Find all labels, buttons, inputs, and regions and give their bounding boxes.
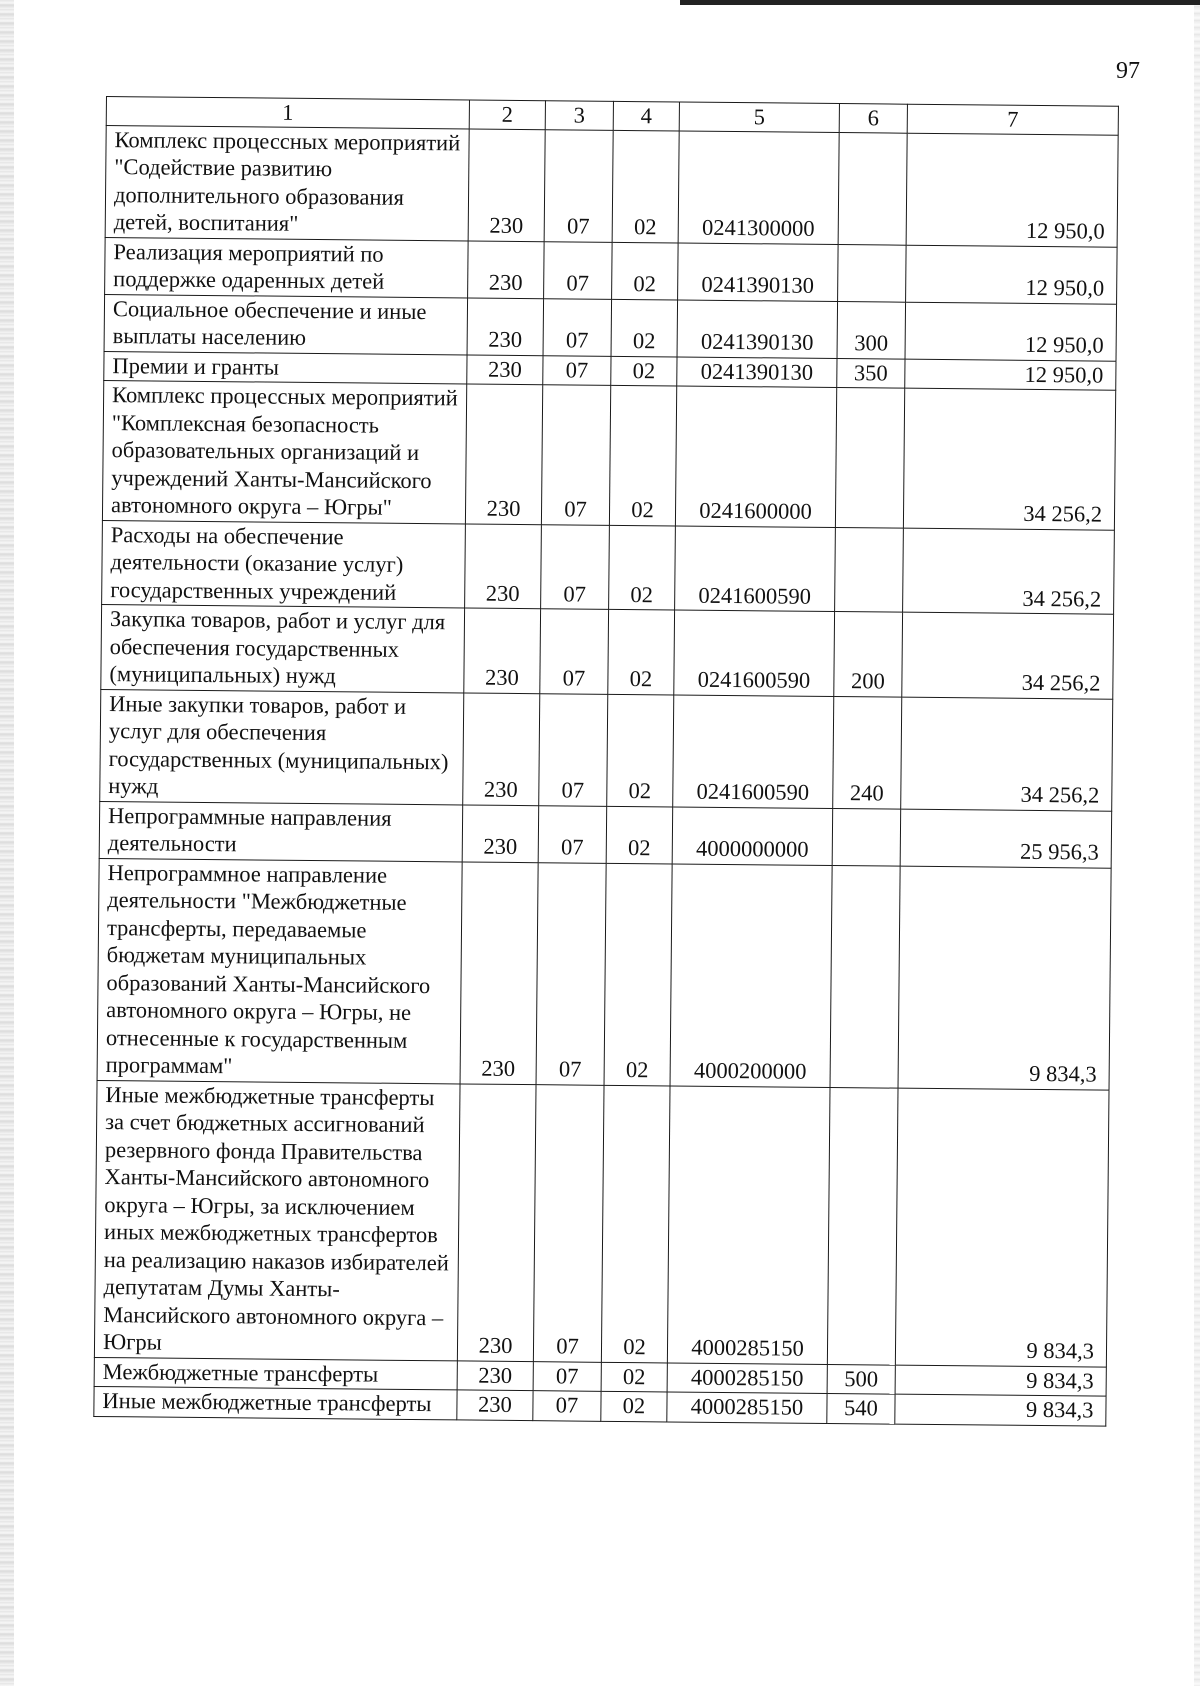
section-code-cell: 07 [539, 693, 608, 806]
header-cell: 3 [545, 101, 613, 130]
row-name-cell: Социальное обеспечение и иные выплаты населению [104, 294, 468, 354]
amount-cell: 12 950,0 [905, 302, 1117, 361]
header-cell: 7 [907, 104, 1118, 135]
target-article-cell: 0241390130 [677, 356, 837, 387]
expense-type-cell [832, 808, 901, 866]
row-name-cell: Премии и гранты [104, 351, 467, 384]
expense-type-cell [838, 132, 907, 245]
table-row [104, 294, 1117, 361]
table-row [105, 125, 1118, 247]
subsection-code-cell: 02 [611, 299, 678, 357]
admin-code-cell: 230 [467, 297, 544, 355]
amount-cell: 34 256,2 [901, 697, 1113, 811]
target-article-cell: 4000200000 [670, 863, 832, 1087]
header-cell: 2 [469, 100, 545, 129]
expense-type-cell [827, 1087, 898, 1365]
subsection-code-cell: 02 [601, 1362, 667, 1392]
target-article-cell: 4000285150 [667, 1085, 830, 1364]
admin-code-cell: 230 [463, 692, 540, 805]
amount-cell: 9 834,3 [895, 1394, 1106, 1426]
expense-type-cell [835, 527, 904, 612]
amount-cell: 9 834,3 [898, 866, 1111, 1090]
scan-edge-top [680, 0, 1200, 5]
row-name-cell: Комплекс процессных мероприятий "Комплексная безопасность образовательных организаций и учреждений Ханты-Мансийского автономного округа – Югры" [102, 380, 466, 523]
section-code-cell: 07 [543, 355, 611, 385]
subsection-code-cell: 02 [604, 863, 672, 1086]
expense-type-cell [838, 244, 907, 302]
subsection-code-cell: 02 [612, 242, 679, 300]
section-code-cell: 07 [536, 862, 606, 1085]
amount-cell: 12 950,0 [906, 245, 1118, 304]
table-row [102, 380, 1115, 529]
scan-edge-left [0, 0, 14, 1686]
table-body [94, 97, 1119, 1426]
table-row [101, 604, 1114, 698]
expense-type-cell: 540 [827, 1393, 895, 1423]
target-article-cell: 4000285150 [667, 1362, 827, 1393]
expense-type-cell: 200 [834, 612, 903, 697]
target-article-cell: 4000000000 [672, 806, 833, 865]
table-row [94, 1080, 1109, 1367]
table-row [97, 858, 1111, 1090]
expense-type-cell: 300 [837, 301, 906, 359]
header-cell: 6 [839, 104, 907, 133]
admin-code-cell: 230 [460, 861, 538, 1084]
target-article-cell: 4000285150 [667, 1392, 827, 1423]
row-name-cell: Иные межбюджетные трансферты [94, 1386, 457, 1419]
row-name-cell: Расходы на обеспечение деятельности (оказание услуг) государственных учреждений [102, 520, 466, 608]
subsection-code-cell: 02 [606, 806, 673, 864]
expense-type-cell: 500 [827, 1364, 895, 1394]
admin-code-cell: 230 [468, 128, 545, 241]
target-article-cell: 0241390130 [677, 299, 838, 358]
section-code-cell: 07 [543, 298, 612, 356]
admin-code-cell: 230 [457, 1083, 536, 1361]
amount-cell: 12 950,0 [906, 133, 1118, 247]
expense-type-cell [830, 865, 900, 1088]
row-name-cell: Закупка товаров, работ и услуг для обеспечения государственных (муниципальных) нужд [101, 604, 465, 692]
subsection-code-cell: 02 [601, 1391, 667, 1421]
amount-cell: 9 834,3 [895, 1365, 1106, 1397]
admin-code-cell: 230 [468, 240, 545, 298]
section-code-cell: 07 [544, 241, 613, 299]
row-name-cell: Непрограммное направление деятельности "Межбюджетные трансферты, передаваемые бюджетам муниципальных образований Ханты-Мансийского автономного округа – Югры, не отнесенные к государственным программам" [97, 858, 462, 1083]
subsection-code-cell: 02 [609, 525, 676, 610]
row-name-cell: Реализация мероприятий по поддержке одаренных детей [105, 237, 469, 297]
expense-type-cell: 240 [833, 696, 902, 809]
header-cell: 5 [679, 102, 839, 132]
row-name-cell: Межбюджетные трансферты [94, 1357, 457, 1390]
target-article-cell: 0241300000 [678, 131, 839, 245]
subsection-code-cell: 02 [601, 1085, 670, 1363]
row-name-cell: Иные межбюджетные трансферты за счет бюджетных ассигнований резервного фонда Правительства Ханты-Мансийского автономного округа – Югры, за исключением иных межбюджетных трансфертов на реализацию наказов избирателей депутатам Думы Ханты-Мансийского автономного округа – Югры [94, 1080, 460, 1360]
admin-code-cell: 230 [462, 804, 539, 862]
expense-type-cell [835, 388, 904, 528]
table-row [100, 689, 1113, 811]
admin-code-cell: 230 [464, 608, 541, 693]
table-row [105, 237, 1118, 304]
scan-edge-right [1194, 0, 1200, 1686]
section-code-cell: 07 [533, 1084, 604, 1362]
amount-cell: 34 256,2 [903, 388, 1115, 530]
subsection-code-cell: 02 [612, 130, 679, 243]
table-row [99, 801, 1112, 868]
target-article-cell: 0241600000 [675, 386, 836, 527]
admin-code-cell: 230 [465, 523, 542, 608]
admin-code-cell: 230 [457, 1360, 533, 1390]
header-cell: 1 [106, 97, 469, 129]
target-article-cell: 0241600590 [673, 694, 834, 808]
amount-cell: 25 956,3 [900, 809, 1112, 868]
section-code-cell: 07 [533, 1361, 601, 1391]
row-name-cell: Непрограммные направления деятельности [99, 801, 463, 861]
page-number: 97 [1116, 58, 1140, 84]
subsection-code-cell: 02 [611, 356, 677, 386]
section-code-cell: 07 [541, 385, 610, 525]
row-name-cell: Иные закупки товаров, работ и услуг для обеспечения государственных (муниципальных) нужд [100, 689, 464, 804]
section-code-cell: 07 [544, 129, 613, 242]
amount-cell: 12 950,0 [905, 359, 1116, 391]
budget-table [93, 96, 1119, 1426]
subsection-code-cell: 02 [609, 385, 676, 525]
amount-cell: 34 256,2 [902, 612, 1114, 699]
section-code-cell: 07 [541, 524, 610, 609]
subsection-code-cell: 02 [607, 694, 674, 807]
admin-code-cell: 230 [457, 1390, 533, 1420]
section-code-cell: 07 [538, 805, 607, 863]
target-article-cell: 0241600590 [674, 610, 835, 696]
admin-code-cell: 230 [465, 384, 542, 524]
section-code-cell: 07 [533, 1391, 601, 1421]
expense-type-cell: 350 [837, 358, 905, 388]
target-article-cell: 0241600590 [675, 525, 836, 611]
target-article-cell: 0241390130 [678, 242, 839, 301]
header-cell: 4 [613, 101, 679, 130]
row-name-cell: Комплекс процессных мероприятий "Содействие развитию дополнительного образования детей, воспитания" [105, 125, 469, 240]
section-code-cell: 07 [540, 609, 609, 694]
subsection-code-cell: 02 [608, 609, 675, 694]
amount-cell: 9 834,3 [895, 1088, 1109, 1367]
admin-code-cell: 230 [467, 354, 543, 384]
amount-cell: 34 256,2 [903, 528, 1115, 615]
table-row [102, 520, 1115, 614]
